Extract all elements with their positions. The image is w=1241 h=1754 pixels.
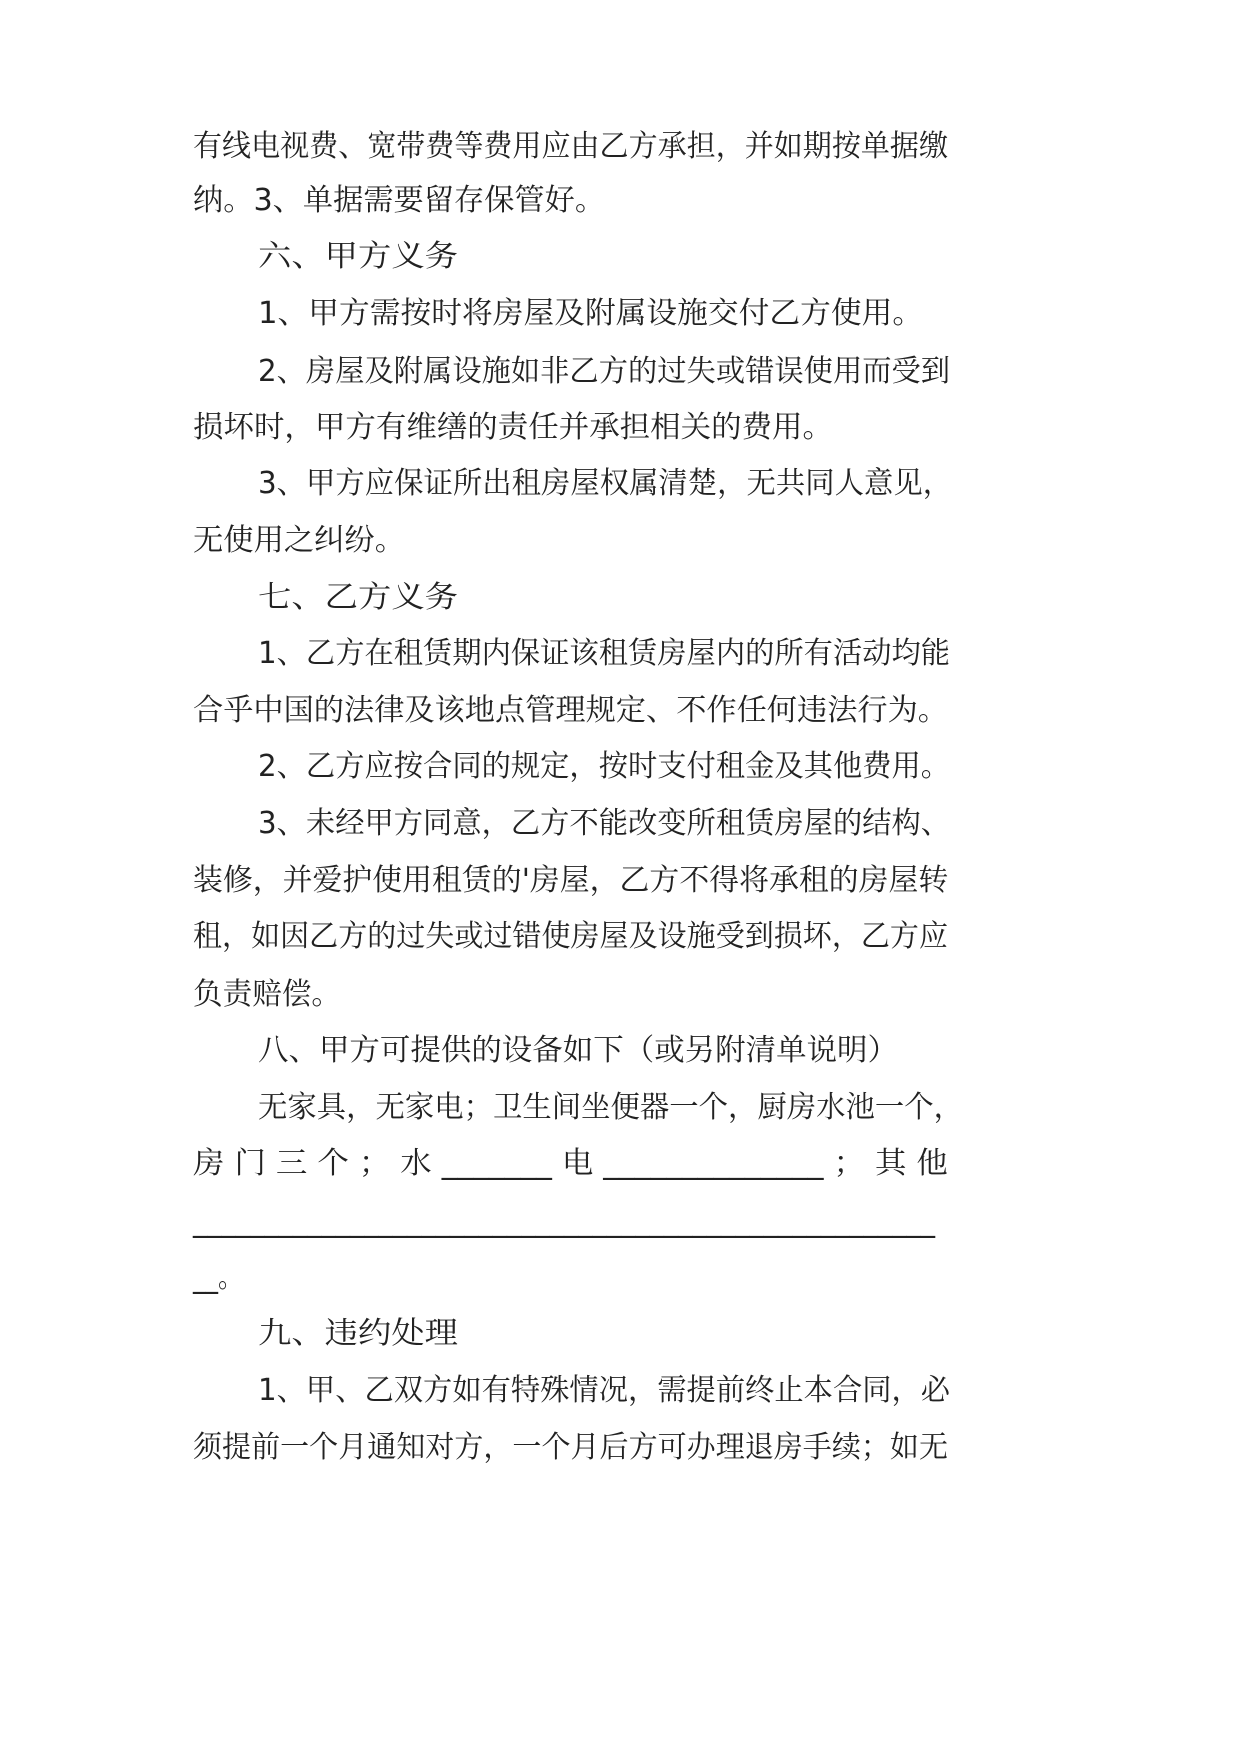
text-line: 无家具，无家电；卫生间坐便器一个，厨房水池一个， — [258, 1090, 963, 1125]
text-line: 纳。3、单据需要留存保管好。 — [193, 183, 606, 218]
text-line: 租，如因乙方的过失或过错使房屋及设施受到损坏，乙方应 — [193, 919, 948, 954]
text-line: 2、乙方应按合同的规定，按时支付租金及其他费用。 — [258, 749, 951, 784]
fill-in-line: __。 — [193, 1260, 243, 1295]
text-line: 3、未经甲方同意，乙方不能改变所租赁房屋的结构、 — [258, 806, 951, 841]
text-line: 2、房屋及附属设施如非乙方的过失或错误使用而受到 — [258, 354, 951, 389]
text-line: 损坏时，甲方有维缮的责任并承担相关的费用。 — [193, 410, 834, 445]
text-line: 1、甲、乙双方如有特殊情况，需提前终止本合同，必 — [258, 1373, 951, 1408]
text-line: 负责赔偿。 — [193, 977, 341, 1012]
fill-in-line: 房 门 三 个 ； 水 _______ 电 ______________ ； 其 他 — [193, 1146, 948, 1181]
text-line: 须提前一个月通知对方，一个月后方可办理退房手续；如无 — [193, 1430, 948, 1465]
text-line: 装修，并爱护使用租赁的'房屋，乙方不得将承租的房屋转 — [193, 863, 949, 898]
text-line: 合乎中国的法律及该地点管理规定、不作任何违法行为。 — [193, 693, 948, 728]
text-line: 1、乙方在租赁期内保证该租赁房屋内的所有活动均能 — [258, 636, 951, 671]
fill-in-line: ____________________________________________________ — [193, 1204, 935, 1239]
text-line: 1、甲方需按时将房屋及附属设施交付乙方使用。 — [258, 296, 924, 331]
text-line: 有线电视费、宽带费等费用应由乙方承担，并如期按单据缴 — [193, 129, 948, 164]
text-line: 无使用之纠纷。 — [193, 523, 405, 558]
section-heading: 九、违约处理 — [258, 1316, 458, 1351]
text-line: 3、甲方应保证所出租房屋权属清楚，无共同人意见， — [258, 466, 953, 501]
section-heading: 七、乙方义务 — [258, 580, 458, 615]
section-heading: 六、甲方义务 — [258, 239, 458, 274]
section-heading: 八、甲方可提供的设备如下（或另附清单说明） — [258, 1033, 899, 1068]
